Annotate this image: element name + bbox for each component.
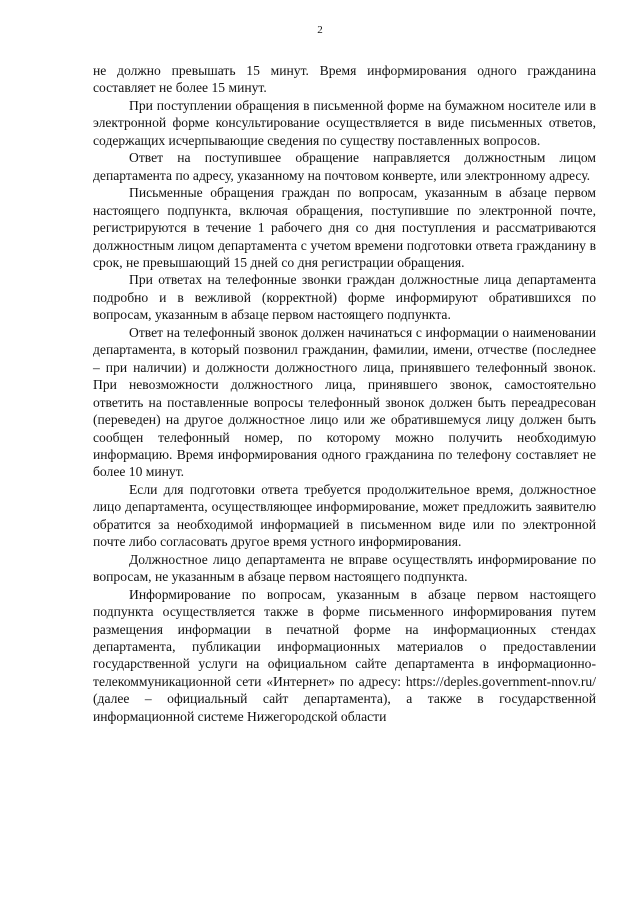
paragraph-written-informing: Информирование по вопросам, указанным в абзаце первом настоящего подпункта осуществляется также в форме письменного информирования путем размещения информации в печатной форме на информационных стендах департамента, публикации информационных материалов о предоставлении государственной услуги на официальном сайте департамента в информационно-телекоммуникационной сети «Интернет» по адресу: https://deples.government-nnov.ru/ (далее – официальный сайт департамента), а также в государственной информационной системе Нижегородской области bbox=[93, 586, 596, 724]
paragraph-long-preparation: Если для подготовки ответа требуется продолжительное время, должностное лицо департамента, осуществляющее информирование, может предложить заявителю обратится за необходимой информацией в письменном виде или по электронной почте либо согласовать другое время устного информирования. bbox=[93, 481, 596, 550]
document-body bbox=[93, 62, 596, 725]
paragraph-response-address: Ответ на поступившее обращение направляется должностным лицом департамента по адресу, указанному на почтовом конверте, или электронному адресу. bbox=[93, 150, 596, 183]
paragraph-written-appeal: При поступлении обращения в письменной форме на бумажном носителе или в электронной форме консультирование осуществляется в виде письменных ответов, содержащих исчерпывающие сведения по существу поставленных вопросов. bbox=[93, 97, 596, 148]
paragraph-registration: Письменные обращения граждан по вопросам, указанным в абзаце первом настоящего подпункта, включая обращения, поступившие по электронной почте, регистрируются в течение 1 рабочего дня со дня поступления и рассматриваются должностным лицом департамента с учетом времени подготовки ответа гражданину в срок, не превышающий 15 дней со дня регистрации обращения. bbox=[93, 185, 596, 270]
page-number: 2 bbox=[317, 24, 323, 36]
paragraph-phone-call-start: Ответ на телефонный звонок должен начинаться с информации о наименовании департамента, в который позвонил гражданин, фамилии, имени, отчестве (последнее – при наличии) и должности должностного лица, принявшего телефонный звонок. При невозможности должностного лица, принявшего звонок, самостоятельно ответить на поставленные вопросы телефонный звонок должен быть переадресован (переведен) на другое должностное лицо или же обратившемуся лицу должен быть сообщен телефонный номер, по которому можно получить необходимую информацию. Время информирования одного гражданина по телефону составляет не более 10 минут. bbox=[93, 324, 596, 480]
paragraph-continuation: не должно превышать 15 минут. Время информирования одного гражданина составляет не более 15 минут. bbox=[93, 63, 596, 96]
paragraph-phone-answers: При ответах на телефонные звонки граждан должностные лица департамента подробно и в вежливой (корректной) форме информируют обратившихся по вопросам, указанным в абзаце первом настоящего подпункта. bbox=[93, 272, 596, 323]
paragraph-not-entitled: Должностное лицо департамента не вправе осуществлять информирование по вопросам, не указанным в абзаце первом настоящего подпункта. bbox=[93, 551, 596, 585]
